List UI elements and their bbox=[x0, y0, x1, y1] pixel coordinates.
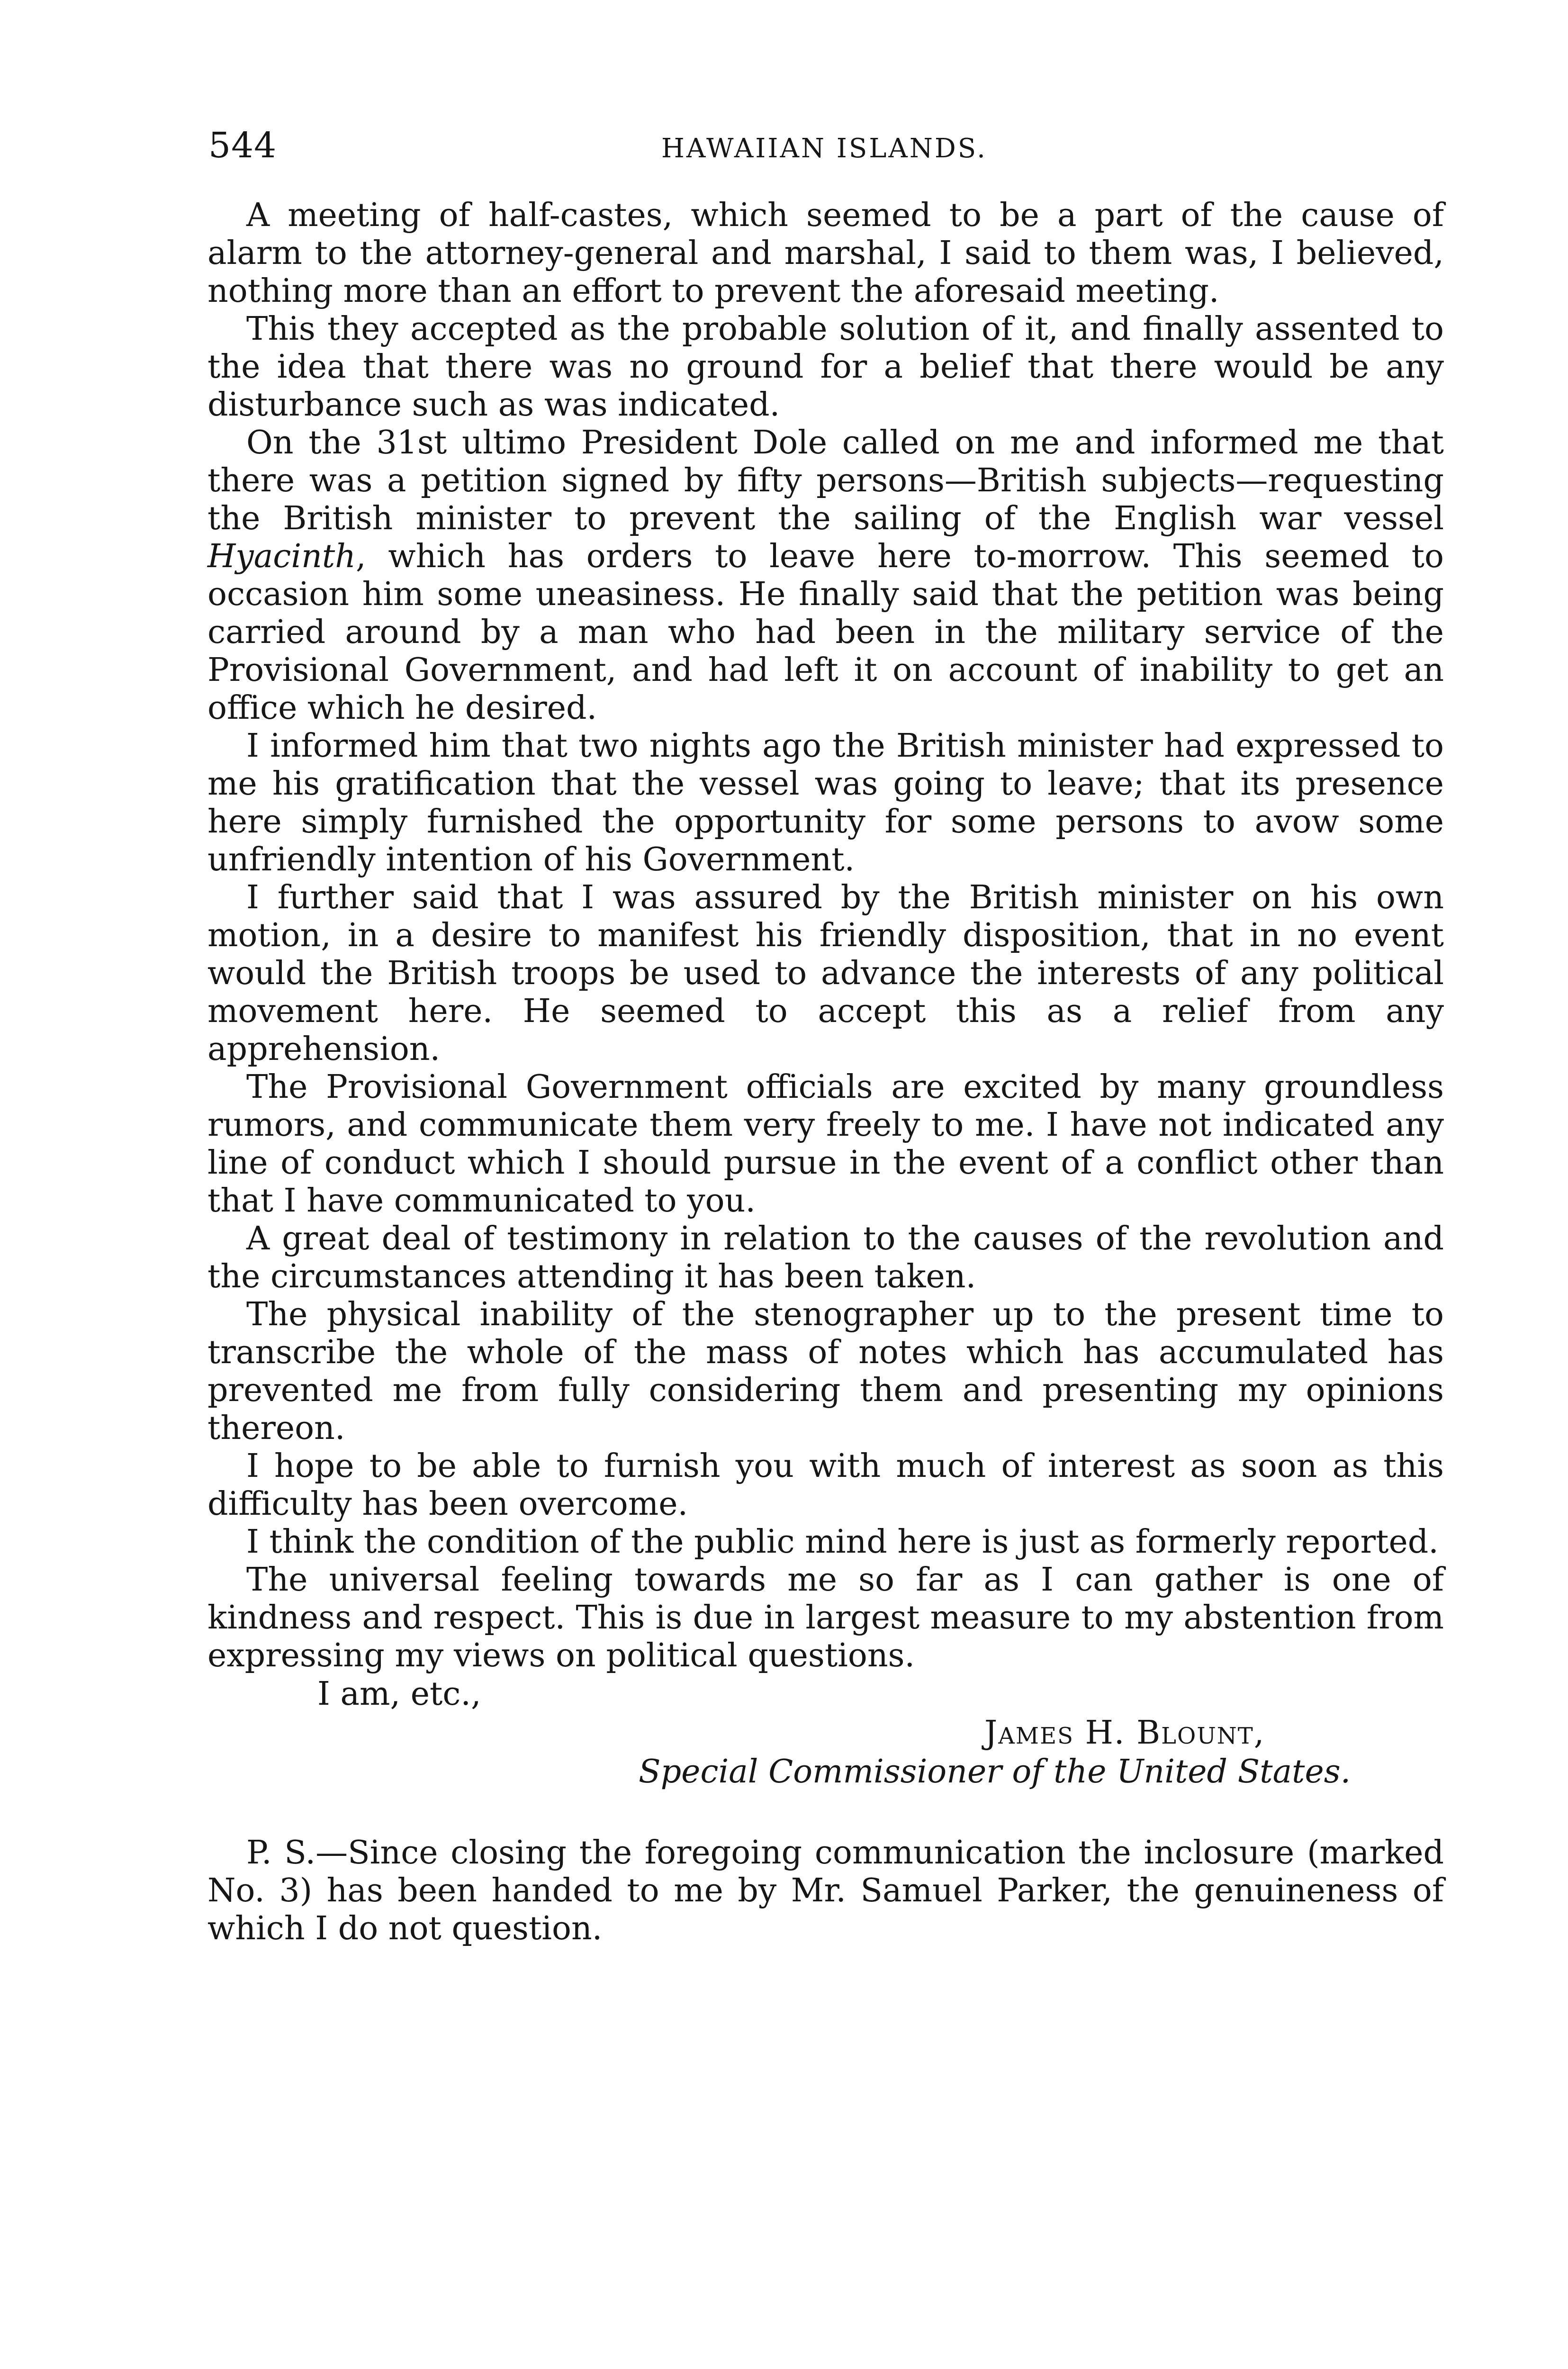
paragraph-stenographer-inability: The physical inability of the stenographer up to the present time to transcribe the whole of the mass of notes which has accumulated has prevented me from fully considering them and presenting my opinions thereon. bbox=[207, 1296, 1444, 1447]
paragraph-public-mind: I think the condition of the public mind here is just as formerly reported. bbox=[246, 1523, 1439, 1561]
paragraph-president-dole-visit: On the 31st ultimo President Dole called on me and informed me that there was a petition signed by fifty persons—British subjects—requesting the British minister to prevent the sailing of the English war vessel Hyacinth, which has orders to leave here to-morrow. This seemed to occasion him some uneasiness. He finally said that the petition was being carried around by a man who had been in the military service of the Provisional Government, and had left it on account of inability to get an office which he desired. bbox=[207, 424, 1444, 727]
paragraph-british-minister-gratification: I informed him that two nights ago the British minister had expressed to me his gratification that the vessel was going to leave; that its presence here simply furnished the opportunity for some persons to avow some unfriendly intention of his Government. bbox=[207, 727, 1444, 878]
page-header bbox=[208, 124, 1440, 172]
paragraph-british-troops-assurance: I further said that I was assured by the British minister on his own motion, in a desire to manifest his friendly disposition, that in no event would the British troops be used to advance the interests of any political movement here. He seemed to accept this as a relief from any apprehension. bbox=[207, 879, 1444, 1068]
letter-body bbox=[207, 197, 1444, 1948]
paragraph-testimony-taken: A great deal of testimony in relation to the causes of the revolution and the circumstances attending it has been taken. bbox=[207, 1220, 1444, 1295]
paragraph-hope-to-furnish: I hope to be able to furnish you with much of interest as soon as this difficulty has been overcome. bbox=[207, 1447, 1444, 1523]
paragraph-probable-solution: This they accepted as the probable solution of it, and finally assented to the idea that there was no ground for a belief that there would be any disturbance such as was indicated. bbox=[207, 310, 1444, 424]
page-number: 544 bbox=[208, 125, 277, 166]
paragraph-groundless-rumors: The Provisional Government officials are excited by many groundless rumors, and communicate them very freely to me. I have not indicated any line of conduct which I should pursue in the event of a conflict other than that I have communicated to you. bbox=[207, 1068, 1444, 1220]
paragraph-half-castes-meeting: A meeting of half-castes, which seemed to be a part of the cause of alarm to the attorney-general and marshal, I said to them was, I believed, nothing more than an effort to prevent the aforesaid meeting. bbox=[207, 197, 1444, 310]
running-head: HAWAIIAN ISLANDS. bbox=[661, 133, 987, 164]
closing-salutation: I am, etc., bbox=[317, 1675, 481, 1713]
paragraph-universal-feeling: The universal feeling towards me so far as I can gather is one of kindness and respect. This is due in largest measure to my abstention from expressing my views on political questions. bbox=[207, 1561, 1444, 1674]
signature-title: Special Commissioner of the United States. bbox=[639, 1753, 1351, 1790]
ship-name-hyacinth: Hyacinth bbox=[207, 538, 356, 575]
postscript: P. S.—Since closing the foregoing communication the inclosure (marked No. 3) has been handed to me by Mr. Samuel Parker, the genuineness of which I do not question. bbox=[207, 1834, 1444, 1947]
signature-name: James H. Blount, bbox=[984, 1714, 1265, 1752]
